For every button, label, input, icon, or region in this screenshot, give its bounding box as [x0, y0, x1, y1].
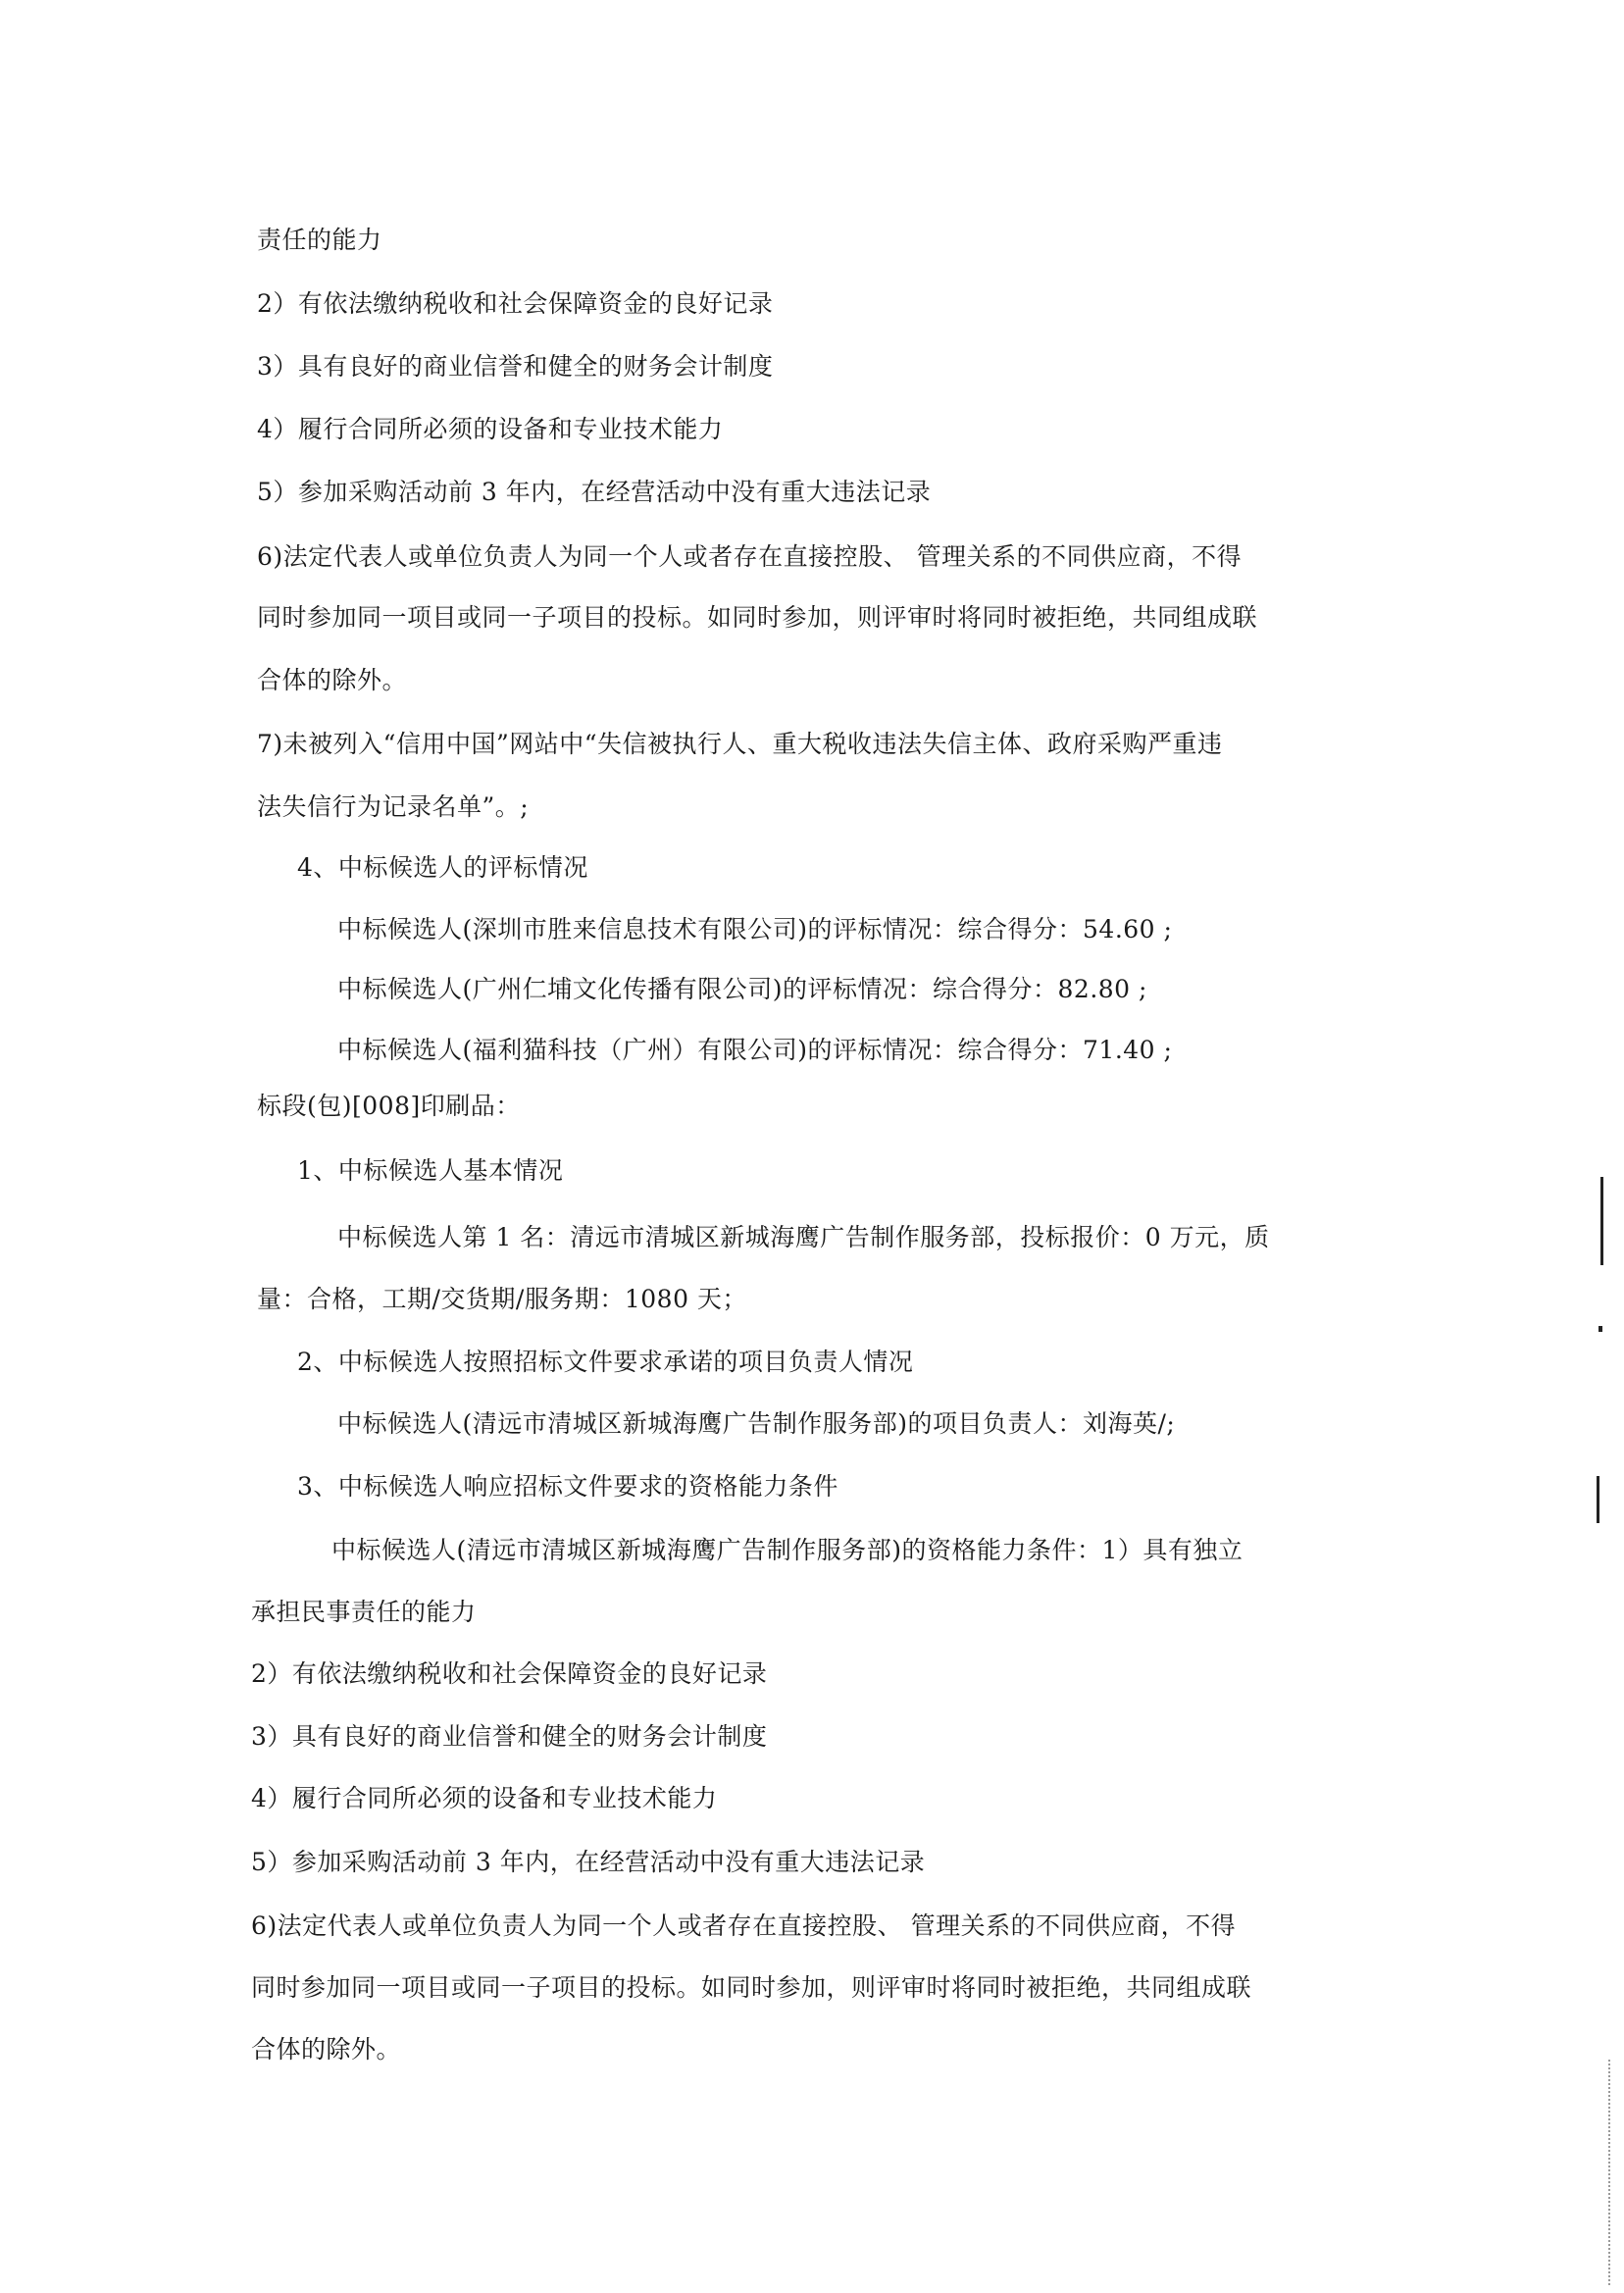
- scan-edge-dots: [1605, 2060, 1610, 2285]
- text-line: 2）有依法缴纳税收和社会保障资金的良好记录: [257, 289, 774, 318]
- text-line: 4）履行合同所必须的设备和专业技术能力: [251, 1784, 718, 1812]
- text-line: 责任的能力: [257, 226, 382, 254]
- scan-artifact-mark: [1600, 1177, 1603, 1265]
- scan-artifact-mark: [1599, 1326, 1602, 1332]
- text-line: 6)法定代表人或单位负责人为同一个人或者存在直接控股、 管理关系的不同供应商，不得: [257, 542, 1243, 571]
- text-line: 合体的除外。: [257, 666, 408, 694]
- section-heading: 2、中标候选人按照招标文件要求承诺的项目负责人情况: [297, 1348, 914, 1376]
- text-line: 中标候选人(清远市清城区新城海鹰广告制作服务部)的项目负责人：刘海英/;: [337, 1409, 1176, 1438]
- text-line: 量：合格，工期/交货期/服务期：1080 天；: [257, 1285, 747, 1313]
- text-line: 中标候选人(深圳市胜来信息技术有限公司)的评标情况：综合得分：54.60 ;: [337, 915, 1173, 943]
- text-line: 7)未被列入“信用中国”网站中“失信被执行人、重大税收违法失信主体、政府采购严重违: [257, 730, 1223, 758]
- text-line: 中标候选人(清远市清城区新城海鹰广告制作服务部)的资格能力条件：1）具有独立: [331, 1536, 1243, 1564]
- text-line: 2）有依法缴纳税收和社会保障资金的良好记录: [251, 1659, 768, 1688]
- text-line: 法失信行为记录名单”。;: [257, 792, 530, 821]
- section-heading: 3、中标候选人响应招标文件要求的资格能力条件: [297, 1472, 838, 1501]
- text-line: 同时参加同一项目或同一子项目的投标。如同时参加，则评审时将同时被拒绝，共同组成联: [251, 1973, 1252, 2002]
- text-line: 4）履行合同所必须的设备和专业技术能力: [257, 415, 724, 443]
- text-line: 5）参加采购活动前 3 年内，在经营活动中没有重大违法记录: [257, 478, 932, 506]
- scan-artifact-mark: [1597, 1476, 1599, 1523]
- text-line: 承担民事责任的能力: [251, 1598, 477, 1626]
- text-line: 合体的除外。: [251, 2035, 402, 2064]
- text-line: 3）具有良好的商业信誉和健全的财务会计制度: [257, 352, 774, 381]
- section-heading: 4、中标候选人的评标情况: [297, 853, 588, 882]
- text-line: 3）具有良好的商业信誉和健全的财务会计制度: [251, 1722, 768, 1751]
- section-heading: 标段(包)[008]印刷品：: [257, 1092, 521, 1120]
- text-line: 中标候选人第 1 名：清远市清城区新城海鹰广告制作服务部，投标报价：0 万元，质: [337, 1223, 1270, 1251]
- text-line: 同时参加同一项目或同一子项目的投标。如同时参加，则评审时将同时被拒绝，共同组成联: [257, 603, 1258, 632]
- section-heading: 1、中标候选人基本情况: [297, 1156, 564, 1185]
- text-line: 中标候选人(福利猫科技（广州）有限公司)的评标情况：综合得分：71.40 ;: [337, 1036, 1173, 1064]
- text-line: 5）参加采购活动前 3 年内，在经营活动中没有重大违法记录: [251, 1848, 926, 1876]
- text-line: 中标候选人(广州仁埔文化传播有限公司)的评标情况：综合得分：82.80 ;: [337, 975, 1147, 1003]
- text-line: 6)法定代表人或单位负责人为同一个人或者存在直接控股、 管理关系的不同供应商，不得: [251, 1911, 1237, 1940]
